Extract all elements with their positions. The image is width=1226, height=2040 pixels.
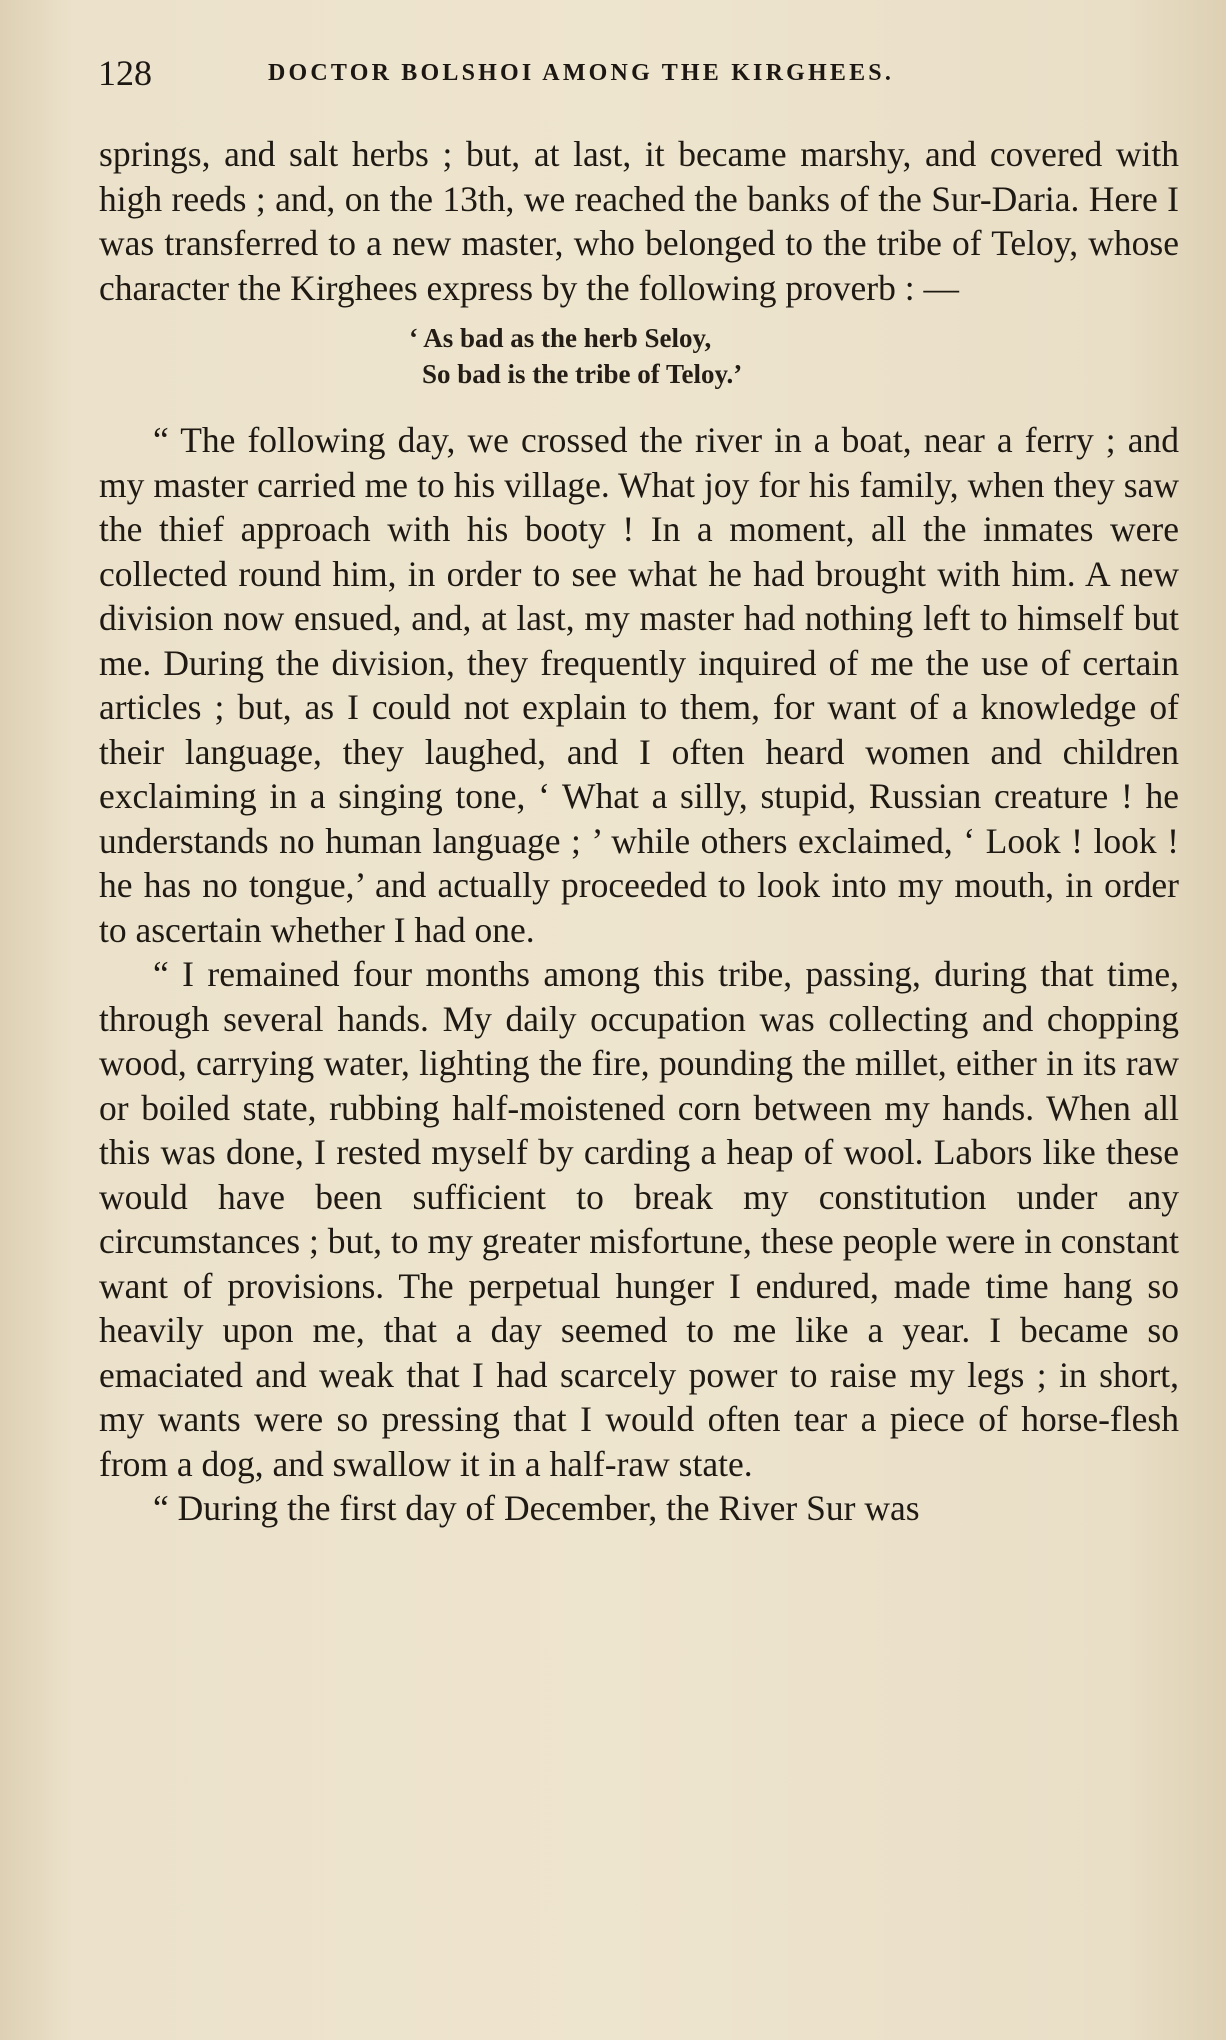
verse-line-2: So bad is the tribe of Teloy.’ xyxy=(422,359,743,389)
page-body xyxy=(99,132,1179,1531)
page-number: 128 xyxy=(98,53,152,93)
verse-line-1: ‘ As bad as the herb Seloy, xyxy=(409,323,712,353)
paragraph-4: “ During the first day of December, the River Sur was xyxy=(153,1488,920,1528)
paragraph-2: “ The following day, we crossed the river in a boat, near a ferry ; and my master carried me to his village. What joy for his family, when they saw the thief approach with his booty ! In a moment, all the inmates were collected round him, in order to see what he had brought with him. A new division now ensued, and, at last, my master had nothing left to himself but me. During the division, they frequently inquired of me the use of certain articles ; but, as I could not explain to them, for want of a knowledge of their language, they laughed, and I often heard women and children exclaiming in a singing tone, ‘ What a silly, stupid, Russian creature ! he understands no human language ; ’ while others exclaimed, ‘ Look ! look ! he has no tongue,’ and actually proceeded to look into my mouth, in order to ascertain whether I had one. xyxy=(99,420,1179,950)
proverb-verse xyxy=(409,320,1179,392)
paragraph-1: springs, and salt herbs ; but, at last, it became marshy, and covered with high reeds ; and, on the 13th, we reached the banks of the Sur-Daria. Here I was transferred to a new master, who belonged to the tribe of Teloy, whose character the Kirghees express by the following proverb : — xyxy=(99,134,1179,308)
page-header xyxy=(98,52,1180,96)
paragraph-3: “ I remained four months among this tribe, passing, during that time, through several hands. My daily occupation was collecting and chopping wood, carrying water, lighting the fire, pounding the millet, either in its raw or boiled state, rubbing half-moistened corn between my hands. When all this was done, I rested myself by carding a heap of wool. Labors like these would have been sufficient to break my constitution under any circumstances ; but, to my greater misfortune, these people were in constant want of provisions. The perpetual hunger I endured, made time hang so heavily upon me, that a day seemed to me like a year. I became so emaciated and weak that I had scarcely power to raise my legs ; in short, my wants were so pressing that I would often tear a piece of horse-flesh from a dog, and swallow it in a half-raw state. xyxy=(99,954,1179,1484)
running-title: DOCTOR BOLSHOI AMONG THE KIRGHEES. xyxy=(268,60,895,86)
